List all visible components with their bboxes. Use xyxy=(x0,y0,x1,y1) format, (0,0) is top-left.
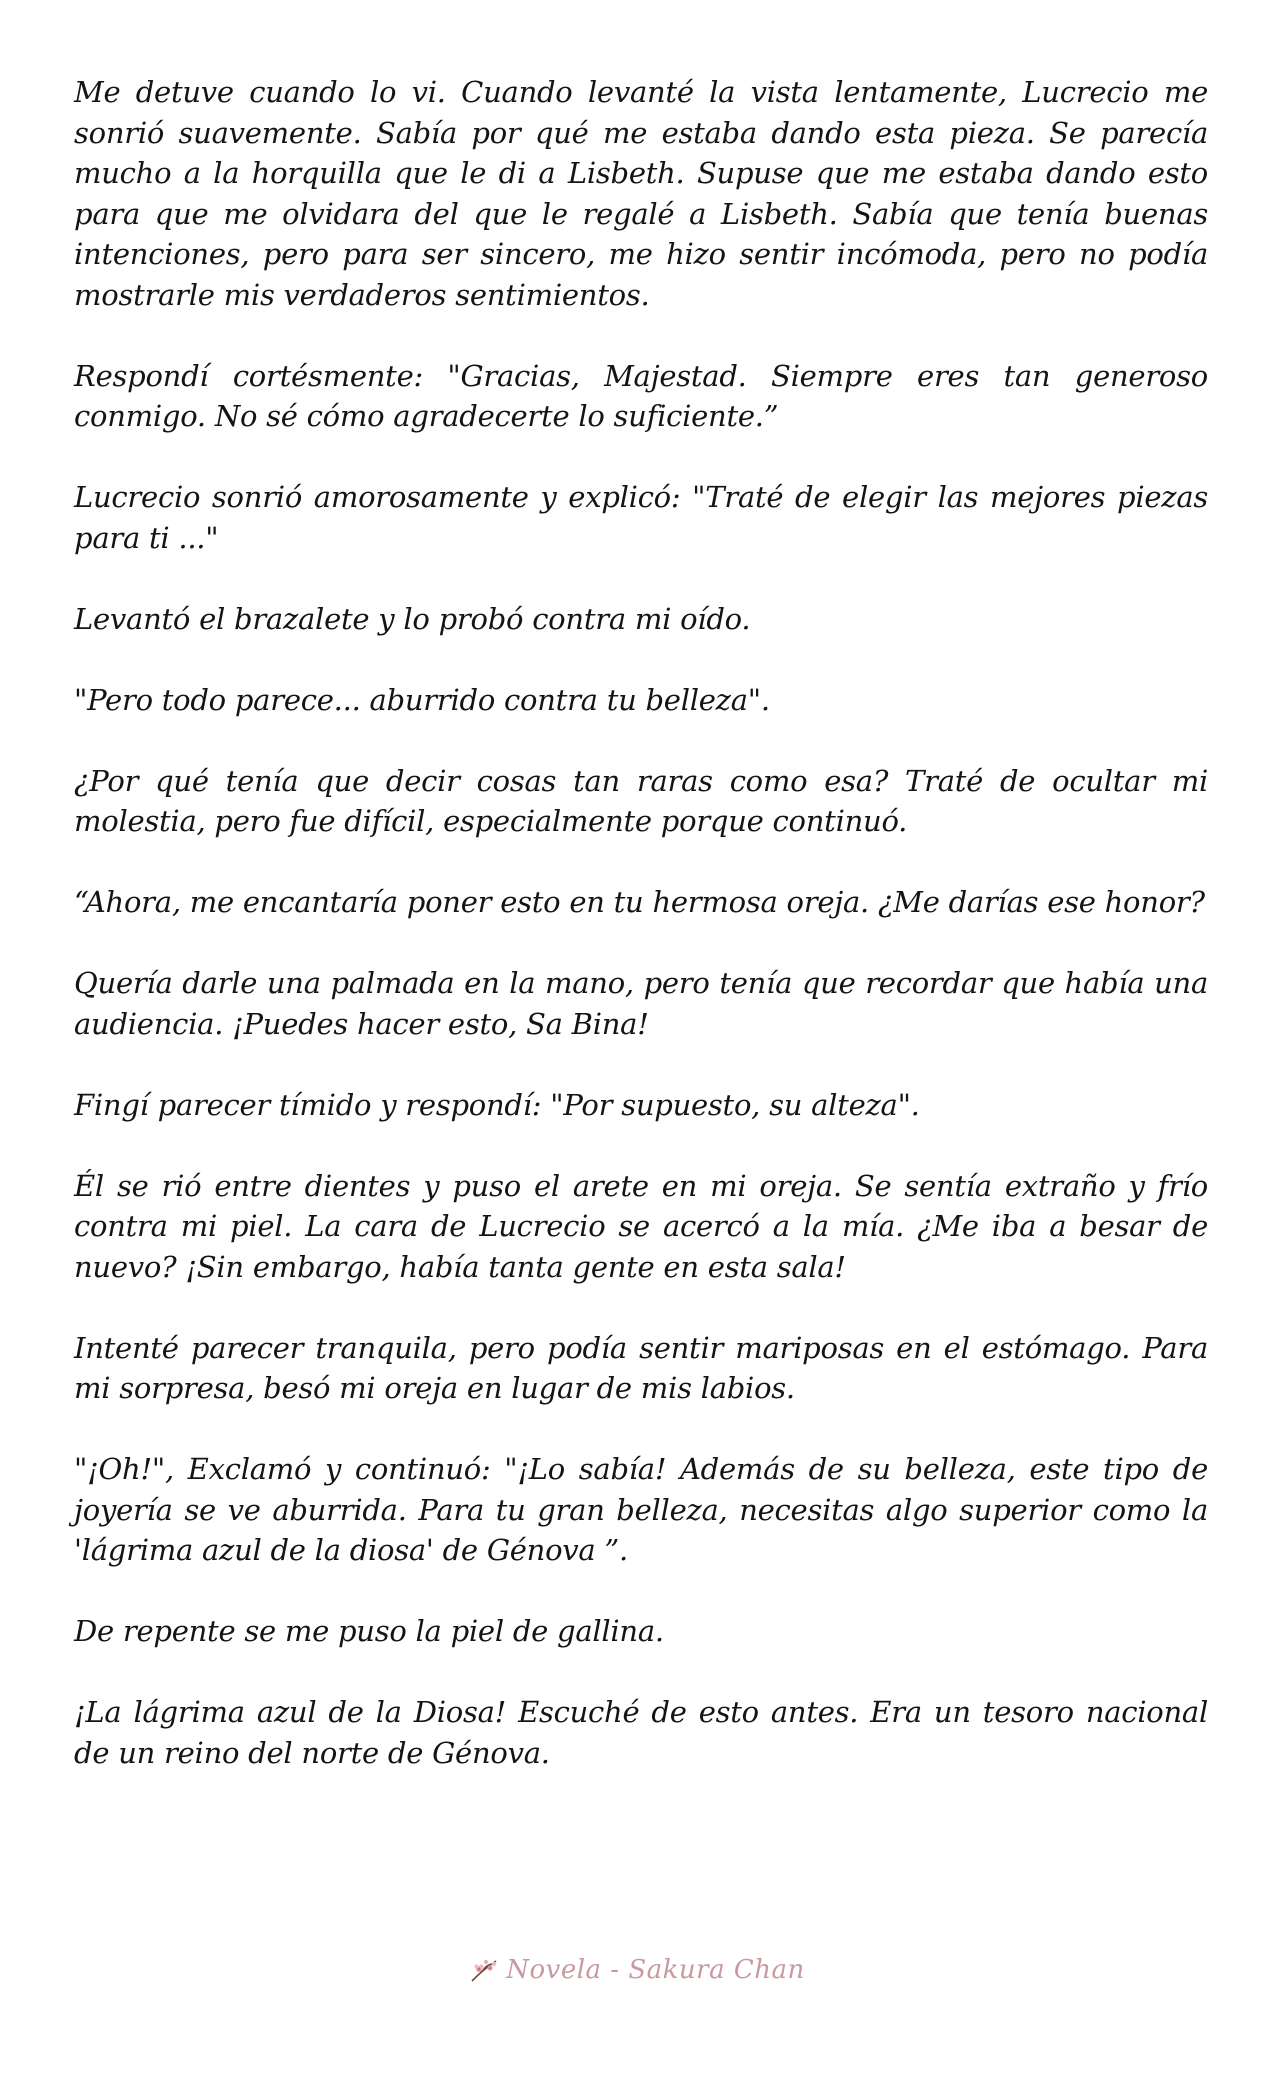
paragraph: ¿Por qué tenía que decir cosas tan raras como esa? Traté de ocultar mi molestia, pero fue difícil, especialmente porque continuó. xyxy=(74,763,1208,838)
paragraph: ¡La lágrima azul de la Diosa! Escuché de esto antes. Era un tesoro nacional de un reino del norte de Génova. xyxy=(74,1695,1208,1770)
paragraph: "Pero todo parece... aburrido contra tu belleza". xyxy=(74,682,770,717)
paragraph: "¡Oh!", Exclamó y continuó: "¡Lo sabía! Además de su belleza, este tipo de joyería se ve aburrida. Para tu gran belleza, necesitas algo superior como la 'lágrima azul de la diosa' de Génova ”. xyxy=(74,1452,1208,1567)
paragraph: Quería darle una palmada en la mano, pero tenía que recordar que había una audiencia. ¡Puedes hacer esto, Sa Bina! xyxy=(74,966,1208,1041)
paragraph: Intenté parecer tranquila, pero podía sentir mariposas en el estómago. Para mi sorpresa, besó mi oreja en lugar de mis labios. xyxy=(74,1330,1208,1405)
paragraph: “Ahora, me encantaría poner esto en tu hermosa oreja. ¿Me darías ese honor? xyxy=(74,885,1205,919)
paragraph: Fingí parecer tímido y respondí: "Por supuesto, su alteza". xyxy=(74,1087,920,1122)
footer-credit xyxy=(470,1955,805,1985)
paragraph: Él se rió entre dientes y puso el arete en mi oreja. Se sentía extraño y frío contra mi piel. La cara de Lucrecio se acercó a la mía. ¿Me iba a besar de nuevo? ¡Sin embargo, había tanta gente en esta sala! xyxy=(74,1168,1208,1284)
paragraph: Lucrecio sonrió amorosamente y explicó: "Traté de elegir las mejores piezas para ti ..." xyxy=(74,480,1208,555)
paragraph: Respondí cortésmente: "Gracias, Majestad. Siempre eres tan generoso conmigo. No sé cómo agradecerte lo suficiente.” xyxy=(74,358,1208,433)
sakura-branch-icon xyxy=(470,1955,500,1985)
paragraph: Levantó el brazalete y lo probó contra mi oído. xyxy=(74,601,751,636)
paragraph: Me detuve cuando lo vi. Cuando levanté la vista lentamente, Lucrecio me sonrió suavemente. Sabía por qué me estaba dando esta pieza. Se parecía mucho a la horquilla que le di a Lisbeth. Supuse que me estaba dando esto para que me olvidara del que le regalé a Lisbeth. Sabía que tenía buenas intenciones, pero para ser sincero, me hizo sentir incómoda, pero no podía mostrarle mis verdaderos sentimientos. xyxy=(74,75,1208,312)
footer-text: Novela - Sakura Chan xyxy=(506,1955,805,1985)
footer-watermark xyxy=(0,1950,1275,1990)
paragraph: De repente se me puso la piel de gallina. xyxy=(74,1614,664,1648)
document-body xyxy=(74,72,1208,1814)
